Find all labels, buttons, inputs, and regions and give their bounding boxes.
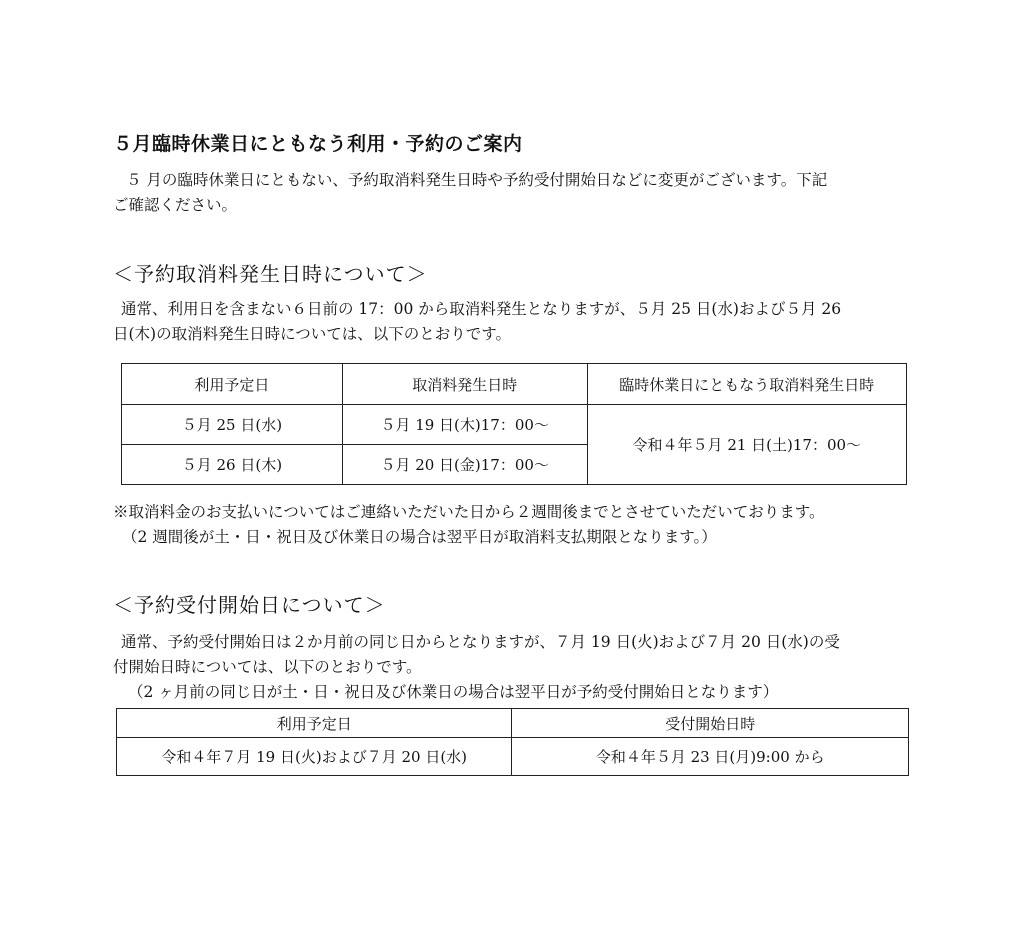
reception-start-table bbox=[116, 708, 909, 776]
cancel-paragraph-line-1: 通常、利用日を含まない６日前の 17：00 から取消料発生となりますが、５月 25 日(水)および５月 26 bbox=[121, 300, 842, 318]
payment-note-line-1: ※取消料金のお支払いについてはご連絡いただいた日から２週間後までとさせていただいております。 bbox=[113, 503, 825, 521]
table-row bbox=[117, 738, 909, 776]
table-header-row bbox=[117, 709, 909, 738]
header-usage-date: 利用予定日 bbox=[117, 709, 512, 738]
cancel-section-heading: ＜予約取消料発生日時について＞ bbox=[113, 262, 428, 286]
reception-paragraph-line-2: 付開始日時については、以下のとおりです。 bbox=[113, 658, 422, 676]
temporary-cancel-time-cell: 令和４年５月 21 日(土)17：00～ bbox=[587, 405, 906, 485]
reception-note: （2 ヶ月前の同じ日が土・日・祝日及び休業日の場合は翌平日が予約受付開始日となります） bbox=[128, 683, 779, 701]
usage-date-cell: ５月 26 日(木) bbox=[122, 445, 343, 485]
reception-start-cell: 令和４年５月 23 日(月)9:00 から bbox=[512, 738, 909, 776]
header-usage-date: 利用予定日 bbox=[122, 364, 343, 405]
table-row bbox=[122, 405, 907, 445]
intro-line-2: ご確認ください。 bbox=[113, 196, 238, 214]
cancel-paragraph-line-2: 日(木)の取消料発生日時については、以下のとおりです。 bbox=[113, 325, 512, 343]
intro-line-1: ５ 月の臨時休業日にともない、予約取消料発生日時や予約受付開始日などに変更がございます。下記 bbox=[126, 171, 828, 189]
table-header-row bbox=[122, 364, 907, 405]
reception-paragraph-line-1: 通常、予約受付開始日は２か月前の同じ日からとなりますが、７月 19 日(火)および７月 20 日(水)の受 bbox=[121, 633, 840, 651]
page-title: ５月臨時休業日にともなう利用・予約のご案内 bbox=[113, 133, 523, 155]
usage-date-cell: ５月 25 日(水) bbox=[122, 405, 343, 445]
header-reception-start: 受付開始日時 bbox=[512, 709, 909, 738]
header-temporary-cancel-time: 臨時休業日にともなう取消料発生日時 bbox=[587, 364, 906, 405]
header-cancel-time: 取消料発生日時 bbox=[342, 364, 587, 405]
cancel-fee-table bbox=[121, 363, 907, 485]
cancel-time-cell: ５月 20 日(金)17：00～ bbox=[342, 445, 587, 485]
cancel-time-cell: ５月 19 日(木)17：00～ bbox=[342, 405, 587, 445]
reception-section-heading: ＜予約受付開始日について＞ bbox=[113, 593, 386, 617]
payment-note-line-2: （2 週間後が土・日・祝日及び休業日の場合は翌平日が取消料支払期限となります。） bbox=[122, 528, 717, 546]
usage-date-cell: 令和４年７月 19 日(火)および７月 20 日(水) bbox=[117, 738, 512, 776]
